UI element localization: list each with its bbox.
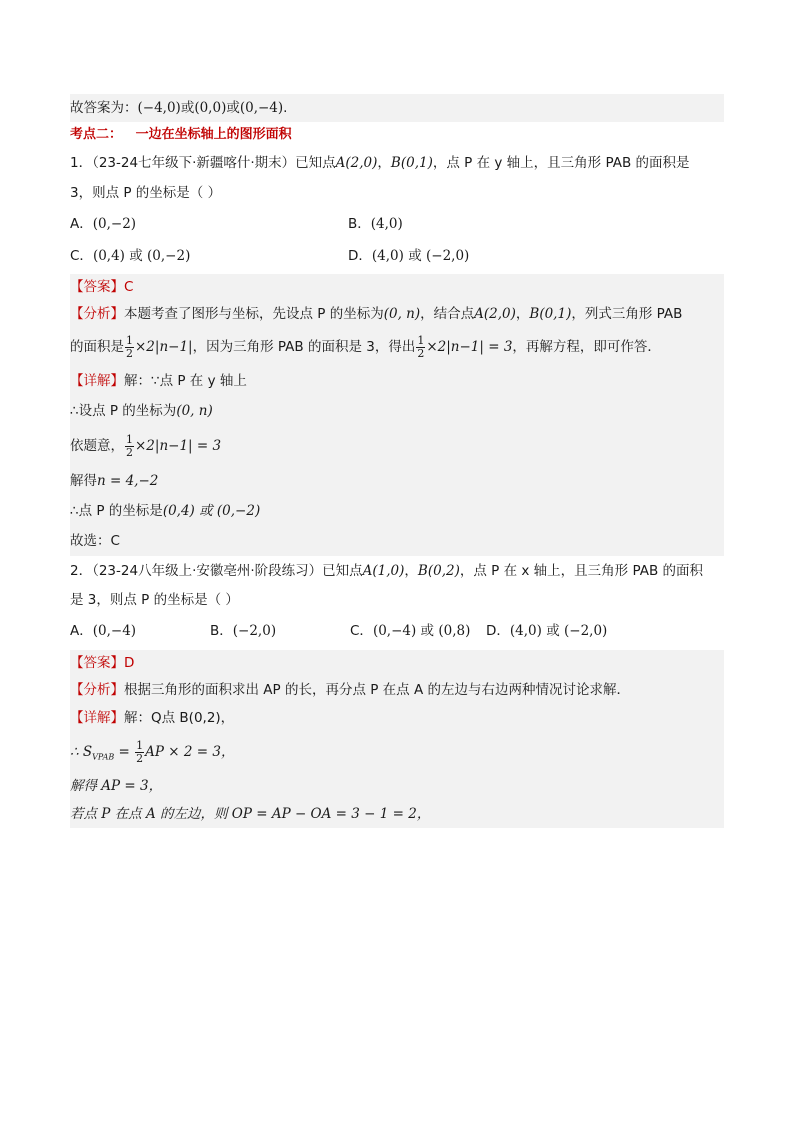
- option-d[interactable]: [486, 614, 607, 648]
- equals: =: [114, 744, 135, 760]
- point-p: (0, n): [383, 306, 421, 322]
- detail-tag: 【详解】: [70, 373, 124, 389]
- detail-text: ∴点 P 的坐标是: [70, 503, 163, 519]
- option-text: (0,4) 或 (0,−2): [92, 248, 191, 264]
- detail-line-5: [70, 496, 724, 526]
- question-2: [70, 556, 724, 828]
- answer-tag: 【答案】: [70, 655, 124, 671]
- comma: ，: [515, 306, 530, 322]
- question-2-options-row: [70, 614, 724, 648]
- detail-line-4: [70, 466, 724, 496]
- detail-line-4: [70, 800, 724, 828]
- detail-tag: 【详解】: [70, 710, 124, 726]
- detail-text: 解得: [70, 473, 97, 489]
- answer-value-1: (−4,0): [137, 100, 181, 116]
- detail-line-2: [70, 396, 724, 426]
- point-b: B(0,1): [390, 155, 433, 171]
- detail-text: ∴设点 P 的坐标为: [70, 403, 177, 419]
- analysis-text: ，再解方程，即可作答．: [512, 339, 661, 355]
- option-c[interactable]: [70, 240, 348, 272]
- detail-text: 解：∵点 P 在 y 轴上: [124, 373, 247, 389]
- area-subscript: VPAB: [92, 752, 115, 762]
- section-label: 考点二：: [70, 127, 123, 142]
- or-word: 或: [180, 100, 195, 116]
- option-text: (4,0): [370, 216, 403, 232]
- analysis-text: 根据三角形的面积求出 AP 的长，再分点 P 在点 A 的左边与右边两种情况讨论求解．: [124, 682, 630, 698]
- answer-value: D: [124, 655, 135, 671]
- question-1-stem-line-1: [70, 148, 724, 178]
- section-heading: [70, 122, 724, 148]
- question-1-options-row-1: [70, 208, 724, 240]
- analysis-line-2: [70, 328, 724, 366]
- detail-line-3: [70, 772, 724, 800]
- numerator: 1: [136, 738, 144, 752]
- section-title: 一边在坐标轴上的图形面积: [135, 127, 292, 142]
- comma: ，: [404, 563, 418, 579]
- question-1: [70, 148, 724, 556]
- option-letter: D．: [486, 623, 510, 639]
- document-page: [70, 94, 724, 828]
- fraction-one-half: [125, 434, 134, 459]
- detail-line-2: [70, 732, 724, 772]
- solution-values: n = 4,−2: [97, 473, 159, 489]
- analysis-line: [70, 676, 724, 704]
- question-1-stem-b: ，点 P 在 y 轴上，且三角形 PAB 的面积是: [432, 155, 690, 171]
- detail-text: 解得 AP = 3，: [70, 778, 163, 794]
- area-equation: ×2|n−1| = 3: [426, 339, 513, 355]
- option-text: (0,−4) 或 (0,8): [372, 623, 471, 639]
- option-text: (−2,0): [232, 623, 277, 639]
- detail-text: 依题意，: [70, 438, 124, 454]
- option-a[interactable]: [70, 208, 348, 240]
- point-a: A(2,0): [335, 155, 378, 171]
- detail-line-6: [70, 526, 724, 556]
- answer-value: C: [124, 279, 134, 295]
- denominator: 2: [126, 346, 133, 360]
- area-symbol: ∴ S: [70, 744, 93, 760]
- question-2-stem-c: 是 3，则点 P 的坐标是（ ）: [70, 592, 239, 608]
- area-equation: ×2|n−1| = 3: [135, 438, 222, 454]
- analysis-text: ，因为三角形 PAB 的面积是 3，得出: [192, 339, 416, 355]
- analysis-text: 的面积是: [70, 339, 124, 355]
- option-b[interactable]: [348, 208, 403, 240]
- option-text: (4,0) 或 (−2,0): [509, 623, 608, 639]
- option-letter: C．: [350, 623, 373, 639]
- answer-line: [70, 274, 724, 300]
- option-b[interactable]: [210, 614, 350, 648]
- denominator: 2: [417, 346, 425, 360]
- analysis-line-1: [70, 300, 724, 328]
- area-equation: AP × 2 = 3，: [145, 744, 235, 760]
- detail-text: 若点 P 在点 A 的左边，则 OP = AP − OA = 3 − 1 = 2，: [70, 806, 431, 822]
- question-1-stem-a: 1．（23-24七年级下·新疆喀什·期末）已知点: [70, 155, 336, 171]
- detail-line-1: [70, 366, 724, 396]
- previous-answer-prefix: 故答案为：: [70, 100, 138, 116]
- question-2-stem-b: ，点 P 在 x 轴上，且三角形 PAB 的面积: [459, 563, 704, 579]
- numerator: 1: [126, 432, 133, 446]
- previous-answer-line: [70, 94, 724, 122]
- final-choice: 故选：C: [70, 533, 120, 549]
- numerator: 1: [417, 333, 425, 347]
- option-c[interactable]: [350, 614, 486, 648]
- option-text: (0,−2): [92, 216, 137, 232]
- question-2-stem-line-1: [70, 556, 724, 586]
- analysis-tag: 【分析】: [70, 682, 124, 698]
- numerator: 1: [126, 333, 133, 347]
- option-letter: C．: [70, 248, 93, 264]
- answer-tag: 【答案】: [70, 279, 124, 295]
- option-text: (0,−4): [92, 623, 137, 639]
- option-text: (4,0) 或 (−2,0): [371, 248, 470, 264]
- answer-line: [70, 650, 724, 676]
- point-b: B(0,1): [529, 306, 572, 322]
- point-a: A(1,0): [362, 563, 405, 579]
- question-2-stem-line-2: [70, 586, 724, 614]
- answer-value-3: (0,−4): [239, 100, 284, 116]
- point-p: (0, n): [176, 403, 213, 419]
- fraction-one-half: [135, 740, 144, 765]
- fraction-one-half: [125, 335, 134, 360]
- option-letter: B．: [210, 623, 233, 639]
- answer-value-2: (0,0): [194, 100, 227, 116]
- analysis-tag: 【分析】: [70, 306, 124, 322]
- detail-line-3: [70, 426, 724, 466]
- question-2-solution: [70, 650, 724, 828]
- denominator: 2: [136, 751, 144, 765]
- option-letter: A．: [70, 623, 93, 639]
- point-a: A(2,0): [474, 306, 516, 322]
- point-b: B(0,2): [417, 563, 460, 579]
- option-a[interactable]: [70, 614, 210, 648]
- option-d[interactable]: [348, 240, 469, 272]
- question-1-solution: [70, 274, 724, 556]
- denominator: 2: [126, 445, 133, 459]
- detail-text: 解：Q点 B(0,2)，: [124, 710, 235, 726]
- analysis-text: 本题考查了图形与坐标，先设点 P 的坐标为: [124, 306, 384, 322]
- option-letter: B．: [348, 216, 371, 232]
- question-2-stem-a: 2．（23-24八年级上·安徽亳州·阶段练习）已知点: [70, 563, 363, 579]
- question-1-options-row-2: [70, 240, 724, 272]
- area-expression: ×2|n−1|: [135, 339, 193, 355]
- analysis-text: ，列式三角形 PAB: [571, 306, 683, 322]
- point-p-result: (0,4) 或 (0,−2): [162, 503, 261, 519]
- question-1-stem-line-2: [70, 178, 724, 208]
- option-letter: A．: [70, 216, 93, 232]
- detail-line-1: [70, 704, 724, 732]
- period: .: [283, 100, 288, 116]
- question-1-stem-c: 3，则点 P 的坐标是（ ）: [70, 185, 222, 201]
- option-letter: D．: [348, 248, 372, 264]
- comma: ，: [377, 155, 391, 171]
- analysis-text: ，结合点: [420, 306, 475, 322]
- or-word: 或: [226, 100, 240, 116]
- fraction-one-half: [416, 335, 425, 360]
